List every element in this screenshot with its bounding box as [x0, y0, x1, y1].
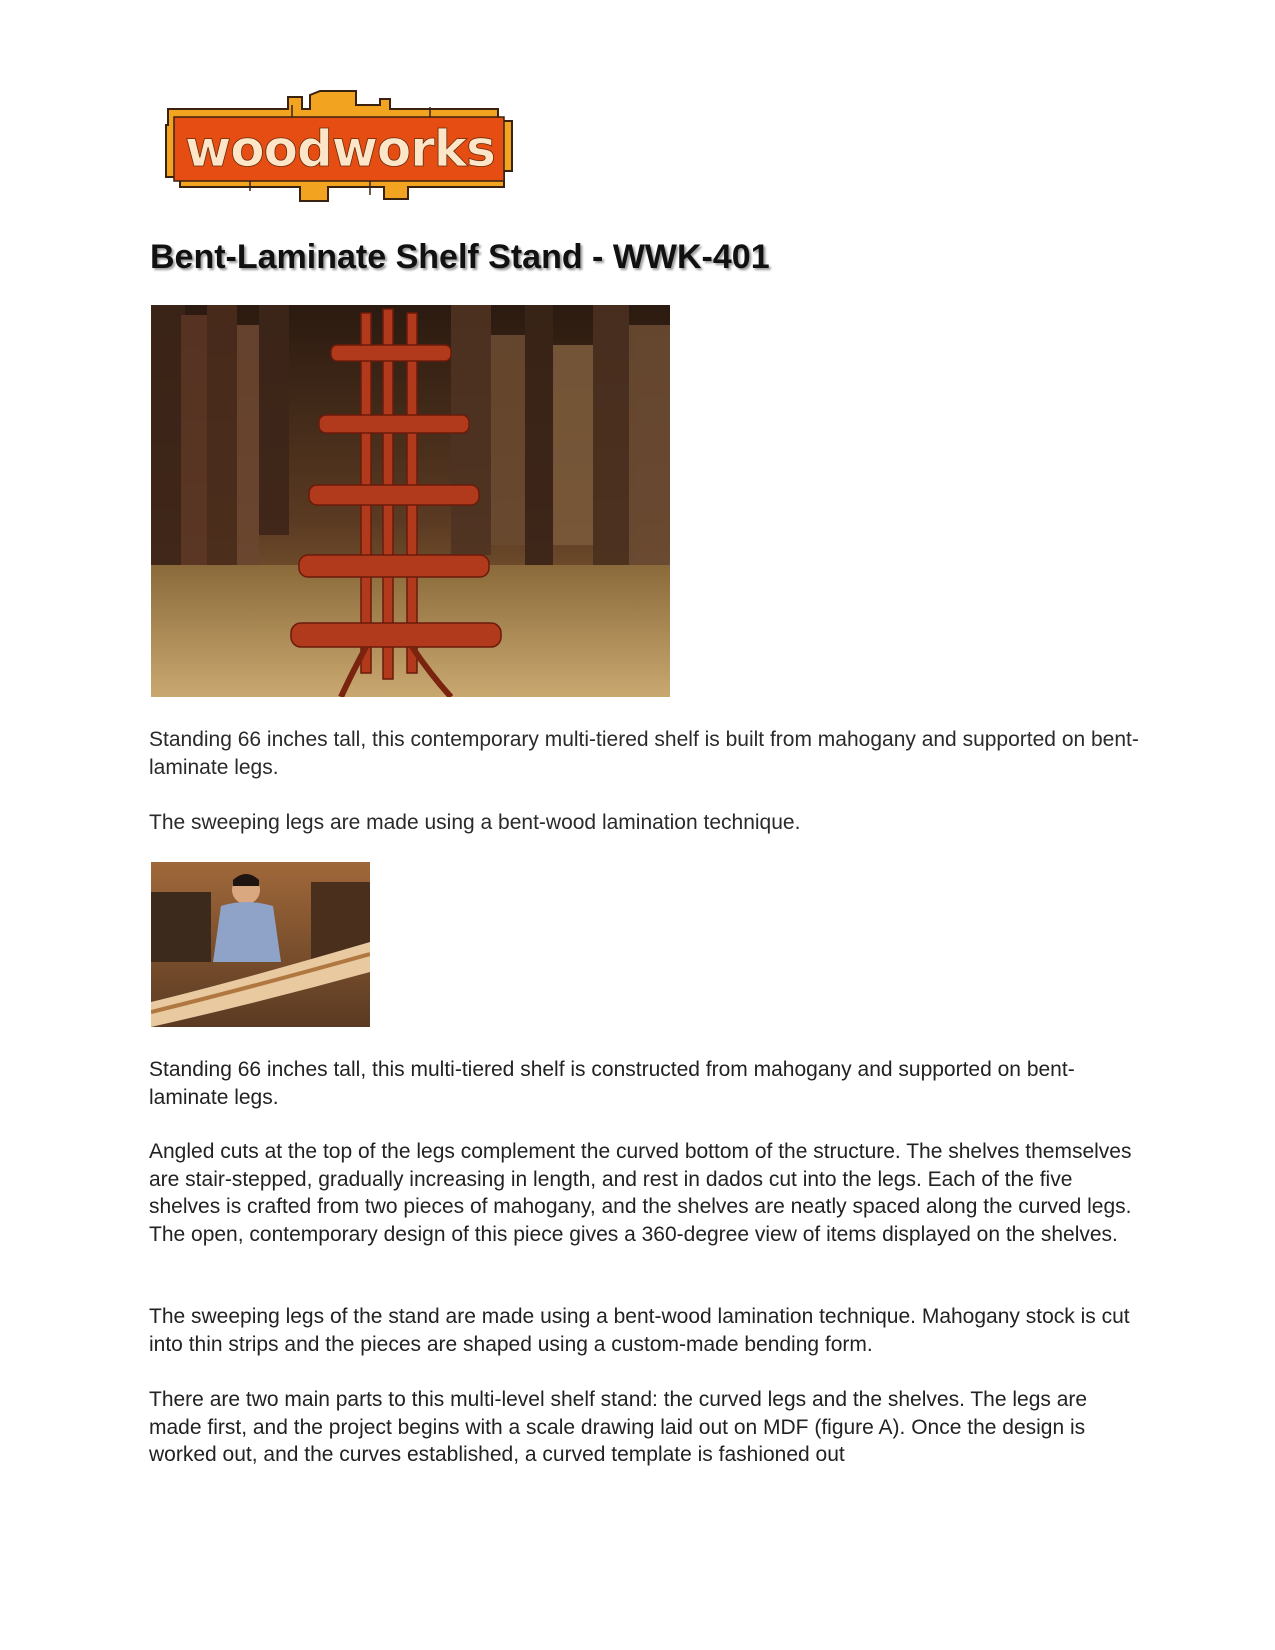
- parts-paragraph: There are two main parts to this multi-level shelf stand: the curved legs and the shelves. The legs are made first, and the project begins with a scale drawing laid out on MDF (figure A). Once the design is worked out, and the curves established, a curved template is fashioned out: [149, 1388, 1088, 1466]
- technique-paragraph: The sweeping legs of the stand are made using a bent-wood lamination technique. Mahogany stock is cut into thin strips and the pieces are shaped using a custom-made bending form.: [149, 1305, 1130, 1356]
- intro-paragraph: Standing 66 inches tall, this contemporary multi-tiered shelf is built from mahogany and supported on bent-laminate legs.: [149, 728, 1139, 779]
- logo-wordmark: woodworks: [185, 120, 495, 178]
- design-paragraph: Angled cuts at the top of the legs complement the curved bottom of the structure. The shelves themselves are stair-stepped, gradually increasing in length, and rest in dados cut into the legs. Each of the five shelves is crafted from two pieces of mahogany, and the shelves are neatly spaced along the curved legs. The open, contemporary design of this piece gives a 360-degree view of items displayed on the shelves.: [149, 1140, 1132, 1246]
- bending-lamination-photo: [151, 862, 370, 1027]
- legs-summary-paragraph: The sweeping legs are made using a bent-wood lamination technique.: [149, 811, 801, 834]
- construction-paragraph: Standing 66 inches tall, this multi-tiered shelf is constructed from mahogany and supported on bent-laminate legs.: [149, 1058, 1075, 1109]
- shelf-stand-photo: [151, 305, 670, 697]
- page-title: Bent-Laminate Shelf Stand - WWK-401: [150, 238, 770, 276]
- woodworks-logo: [160, 87, 530, 207]
